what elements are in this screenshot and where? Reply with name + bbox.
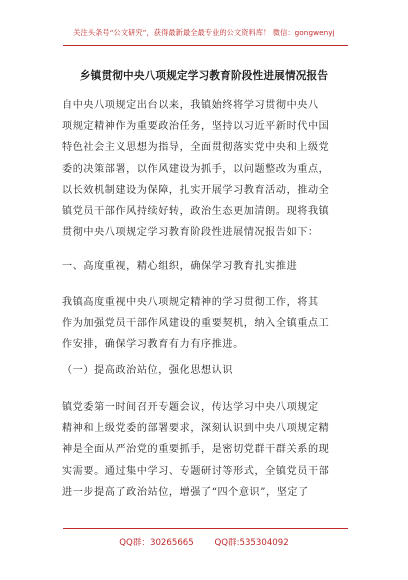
document-title: 乡镇贯彻中央八项规定学习教育阶段性进展情况报告 <box>79 70 329 82</box>
paragraph-line: 自中央八项规定出台以来，我镇始终将学习贯彻中央八 <box>62 100 319 111</box>
paragraph-line: 以长效机制建设为保障，扎实开展学习教育活动，推动全 <box>62 184 330 196</box>
footer-qq-group-1: QQ群：30265665 <box>119 538 194 548</box>
paragraph-section-1 <box>62 292 352 356</box>
footer-qq-group-2: QQ群:535304092 <box>214 538 289 548</box>
footer-contacts <box>0 536 408 548</box>
paragraph-line: 我镇高度重视中央八项规定精神的学习贯彻工作，将其 <box>62 297 319 308</box>
paragraph-intro <box>62 95 352 243</box>
paragraph-line: 项规定精神作为重要政治任务，坚持以习近平新时代中国 <box>62 121 330 133</box>
heading-line: 一、高度重视，精心组织，确保学习教育扎实推进 <box>62 261 298 272</box>
paragraph-subsection-1 <box>62 397 352 503</box>
heading-line: （一）提高政治站位，强化思想认识 <box>62 365 234 376</box>
header-promo-note: 关注头条号“公文研究”，获得最新最全最专业的公文资料库！ 微信：gongwenyj <box>73 28 335 37</box>
section-heading-1 <box>62 256 352 277</box>
paragraph-line: 神是全面从严治党的重要抓手，是密切党群干群关系的现 <box>62 444 330 456</box>
paragraph-line: 进一步提高了政治站位，增强了“四个意识”，坚定了 <box>62 486 309 498</box>
paragraph-line: 委的决策部署，以作风建设为抓手，以问题整改为重点， <box>62 163 330 175</box>
subsection-heading-1 <box>62 360 352 381</box>
paragraph-line: 作为加强党员干部作风建设的重要契机，纳入全镇重点工 <box>62 318 330 330</box>
footer-divider <box>63 528 348 529</box>
header-divider <box>63 45 348 46</box>
paragraph-line: 作安排，确保学习教育有力有序推进。 <box>62 339 244 351</box>
paragraph-line: 镇党员干部作风持续好转，政治生态更加清朗。现将我镇 <box>62 205 330 217</box>
paragraph-line: 特色社会主义思想为指导，全面贯彻落实党中央和上级党 <box>62 142 330 154</box>
paragraph-line: 精神和上级党委的部署要求，深刻认识到中央八项规定精 <box>62 423 330 435</box>
paragraph-line: 实需要。通过集中学习、专题研讨等形式，全镇党员干部 <box>62 465 330 477</box>
paragraph-line: 镇党委第一时间召开专题会议，传达学习中央八项规定 <box>62 402 319 413</box>
paragraph-line: 贯彻中央八项规定学习教育阶段性进展情况报告如下： <box>62 227 319 239</box>
